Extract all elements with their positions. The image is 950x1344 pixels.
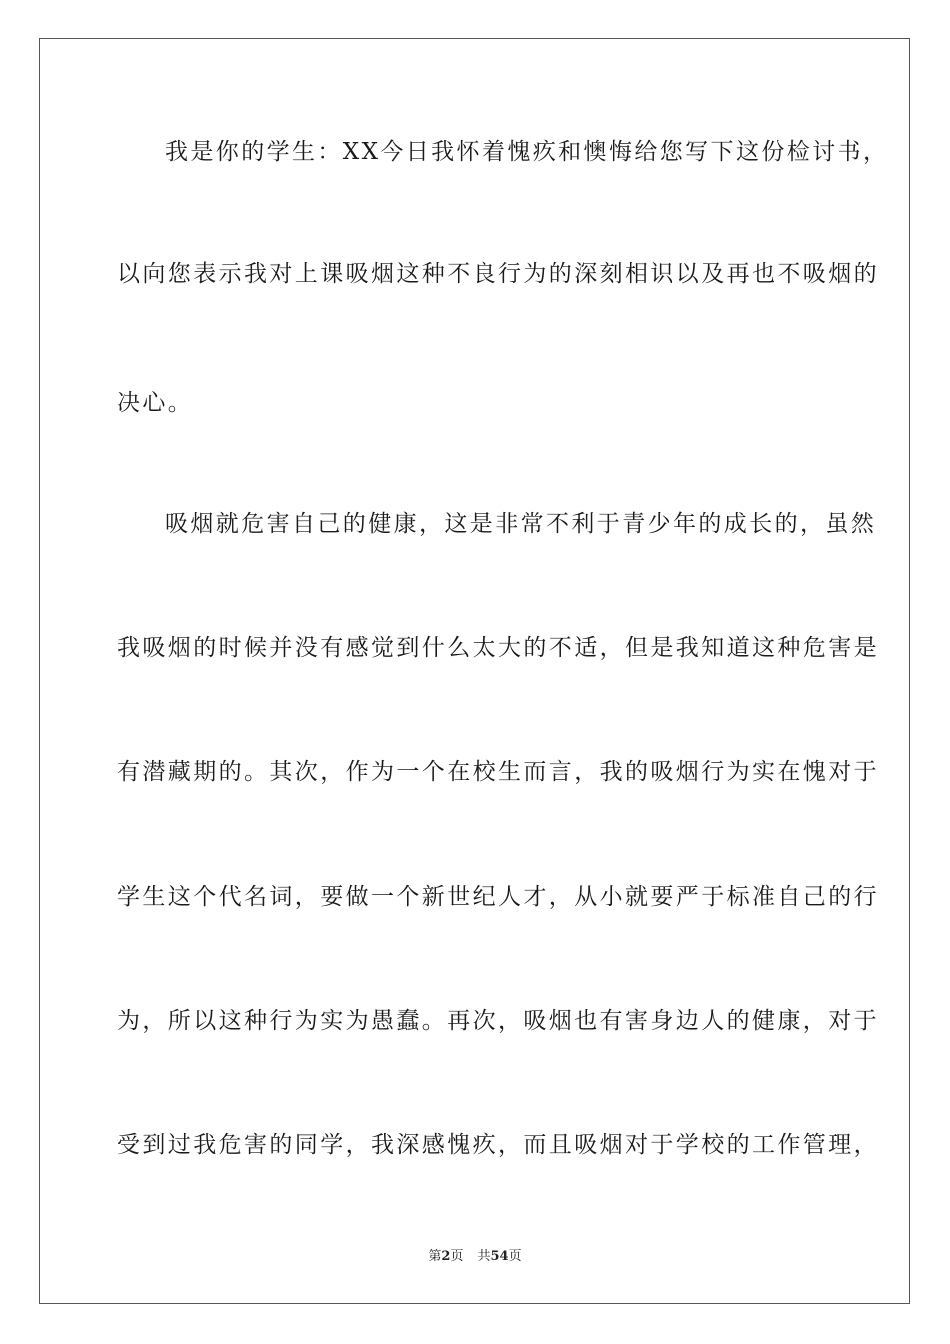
paragraph-2-line-2: 我吸烟的时候并没有感觉到什么太大的不适，但是我知道这种危害是 [117, 635, 879, 661]
paragraph-2-line-5: 为，所以这种行为实为愚蠢。再次，吸烟也有害身边人的健康，对于 [117, 1008, 879, 1034]
page-border [39, 38, 910, 1304]
total-pages: 54 [490, 1249, 509, 1264]
paragraph-2-line-3: 有潜藏期的。其次，作为一个在校生而言，我的吸烟行为实在愧对于 [117, 759, 879, 785]
page-suffix: 页 [450, 1249, 464, 1264]
paragraph-2-line-1: 吸烟就危害自己的健康，这是非常不利于青少年的成长的，虽然 [165, 511, 877, 537]
paragraph-1-line-1: 我是你的学生：XX今日我怀着愧疚和懊悔给您写下这份检讨书， [165, 139, 889, 165]
page-footer [0, 1248, 950, 1266]
total-prefix: 共 [477, 1249, 491, 1264]
paragraph-1-line-3: 决心。 [117, 390, 194, 416]
paragraph-2-line-6: 受到过我危害的同学，我深感愧疚，而且吸烟对于学校的工作管理， [117, 1132, 879, 1158]
page-number: 2 [441, 1249, 451, 1264]
page-prefix: 第 [428, 1249, 442, 1264]
paragraph-1-line-2: 以向您表示我对上课吸烟这种不良行为的深刻相识以及再也不吸烟的 [117, 261, 879, 287]
paragraph-2-line-4: 学生这个代名词，要做一个新世纪人才，从小就要严于标准自己的行 [117, 884, 879, 910]
total-suffix: 页 [508, 1249, 522, 1264]
